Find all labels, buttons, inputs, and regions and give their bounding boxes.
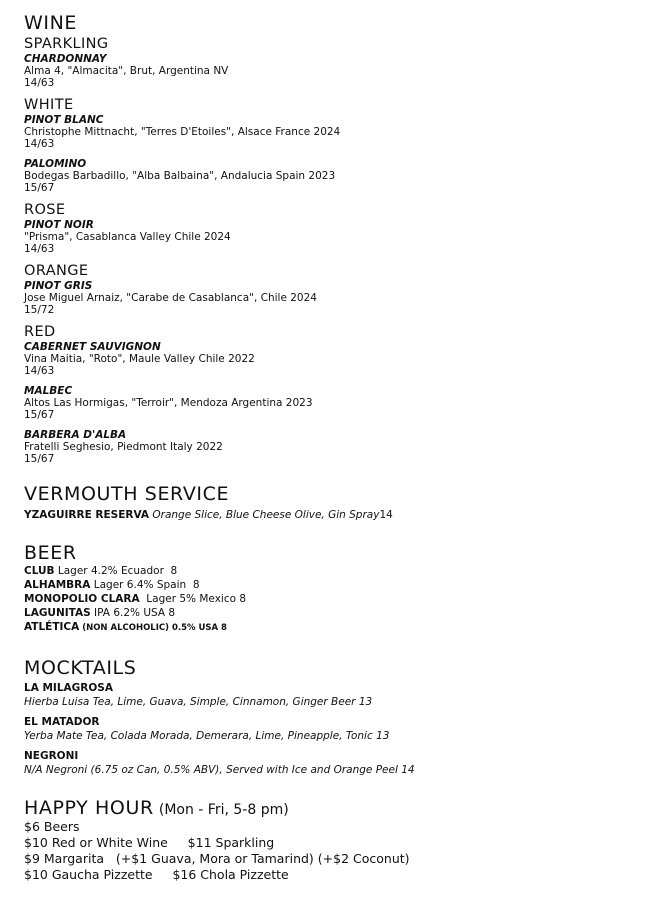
mocktail-item	[24, 715, 634, 743]
wine-section	[24, 12, 634, 465]
happy-hour-hours: (Mon - Fri, 5-8 pm)	[158, 802, 289, 818]
wine-description: Alma 4, "Almacita", Brut, Argentina NV	[24, 65, 229, 77]
beer-name: ATLÉTICA	[24, 621, 80, 633]
mocktails-title: MOCKTAILS	[24, 657, 137, 679]
mocktail-description: Yerba Mate Tea, Colada Morada, Demerara, Lime, Pineapple, Tonic 13	[24, 730, 390, 742]
wine-description: Bodegas Barbadillo, "Alba Balbaina", Andalucia Spain 2023	[24, 170, 336, 182]
wine-variety: PINOT BLANC	[24, 114, 104, 126]
wine-variety: BARBERA D'ALBA	[24, 429, 127, 441]
beer-name: ALHAMBRA	[24, 579, 91, 591]
beer-item	[24, 606, 634, 620]
happy-hour-line: $6 Beers	[24, 819, 80, 834]
wine-variety: CABERNET SAUVIGNON	[24, 341, 161, 353]
wine-description: Christophe Mittnacht, "Terres D'Etoiles", Alsace France 2024	[24, 126, 341, 138]
wine-item	[24, 385, 634, 421]
mocktail-item	[24, 749, 634, 777]
vermouth-title: VERMOUTH SERVICE	[24, 483, 230, 505]
happy-hour-title: HAPPY HOUR	[24, 797, 154, 819]
mocktail-description: Hierba Luisa Tea, Lime, Guava, Simple, Cinnamon, Ginger Beer 13	[24, 696, 373, 708]
wine-description: Altos Las Hormigas, "Terroir", Mendoza Argentina 2023	[24, 397, 313, 409]
wine-item	[24, 158, 634, 194]
wine-item	[24, 280, 634, 316]
wine-description: Vina Maitia, "Roto", Maule Valley Chile 2022	[24, 353, 255, 365]
vermouth-price: 14	[379, 509, 393, 521]
beer-item	[24, 578, 634, 592]
beer-detail: Lager 6.4% Spain 8	[90, 579, 200, 591]
beer-item	[24, 564, 634, 578]
happy-hour-line: $10 Red or White Wine $11 Sparkling	[24, 835, 275, 850]
wine-category-orange	[24, 263, 634, 316]
vermouth-description: Orange Slice, Blue Cheese Olive, Gin Spray	[152, 509, 380, 521]
menu	[24, 12, 634, 883]
wine-price: 15/67	[24, 409, 55, 421]
mocktail-name: LA MILAGROSA	[24, 682, 113, 694]
category-title: SPARKLING	[24, 36, 109, 52]
wine-item	[24, 341, 634, 377]
mocktail-item	[24, 681, 634, 709]
wine-item	[24, 53, 634, 89]
wine-price: 14/63	[24, 243, 55, 255]
wine-price: 14/63	[24, 138, 55, 150]
happy-hour-header	[24, 797, 634, 819]
beer-item	[24, 620, 634, 635]
beer-section	[24, 542, 634, 635]
wine-category-red	[24, 324, 634, 465]
wine-variety: CHARDONNAY	[24, 53, 107, 65]
wine-variety: MALBEC	[24, 385, 73, 397]
wine-item	[24, 114, 634, 150]
beer-name: LAGUNITAS	[24, 607, 91, 619]
beer-detail: IPA 6.2% USA 8	[90, 607, 176, 619]
wine-description: "Prisma", Casablanca Valley Chile 2024	[24, 231, 231, 243]
wine-category-sparkling	[24, 36, 634, 89]
wine-category-white	[24, 97, 634, 194]
vermouth-item	[24, 508, 634, 522]
beer-name: MONOPOLIO CLARA	[24, 593, 140, 605]
wine-variety: PINOT NOIR	[24, 219, 94, 231]
wine-price: 15/67	[24, 182, 55, 194]
category-title: ORANGE	[24, 263, 89, 279]
wine-title: WINE	[24, 12, 78, 34]
wine-description: Jose Miguel Arnaiz, "Carabe de Casablanca", Chile 2024	[24, 292, 317, 304]
wine-price: 15/72	[24, 304, 55, 316]
wine-item	[24, 429, 634, 465]
beer-title: BEER	[24, 542, 77, 564]
vermouth-name: YZAGUIRRE RESERVA	[24, 509, 150, 521]
wine-variety: PALOMINO	[24, 158, 87, 170]
beer-detail: (NON ALCOHOLIC) 0.5% USA 8	[79, 623, 227, 633]
beer-item	[24, 592, 634, 606]
category-title: WHITE	[24, 97, 74, 113]
happy-hour-line: $10 Gaucha Pizzette $16 Chola Pizzette	[24, 867, 289, 882]
wine-price: 15/67	[24, 453, 55, 465]
beer-name: CLUB	[24, 565, 55, 577]
wine-item	[24, 219, 634, 255]
mocktail-name: NEGRONI	[24, 750, 79, 762]
happy-hour-section	[24, 797, 634, 883]
wine-price: 14/63	[24, 365, 55, 377]
mocktail-name: EL MATADOR	[24, 716, 100, 728]
beer-detail: Lager 4.2% Ecuador 8	[54, 565, 178, 577]
wine-variety: PINOT GRIS	[24, 280, 93, 292]
beer-detail: Lager 5% Mexico 8	[139, 593, 247, 605]
wine-category-rose	[24, 202, 634, 255]
happy-hour-line: $9 Margarita (+$1 Guava, Mora or Tamarind) (+$2 Coconut)	[24, 851, 410, 866]
wine-price: 14/63	[24, 77, 55, 89]
mocktail-description: N/A Negroni (6.75 oz Can, 0.5% ABV), Served with Ice and Orange Peel 14	[24, 764, 415, 776]
category-title: RED	[24, 324, 56, 340]
wine-description: Fratelli Seghesio, Piedmont Italy 2022	[24, 441, 223, 453]
mocktails-section	[24, 657, 634, 777]
vermouth-section	[24, 483, 634, 522]
category-title: ROSE	[24, 202, 66, 218]
